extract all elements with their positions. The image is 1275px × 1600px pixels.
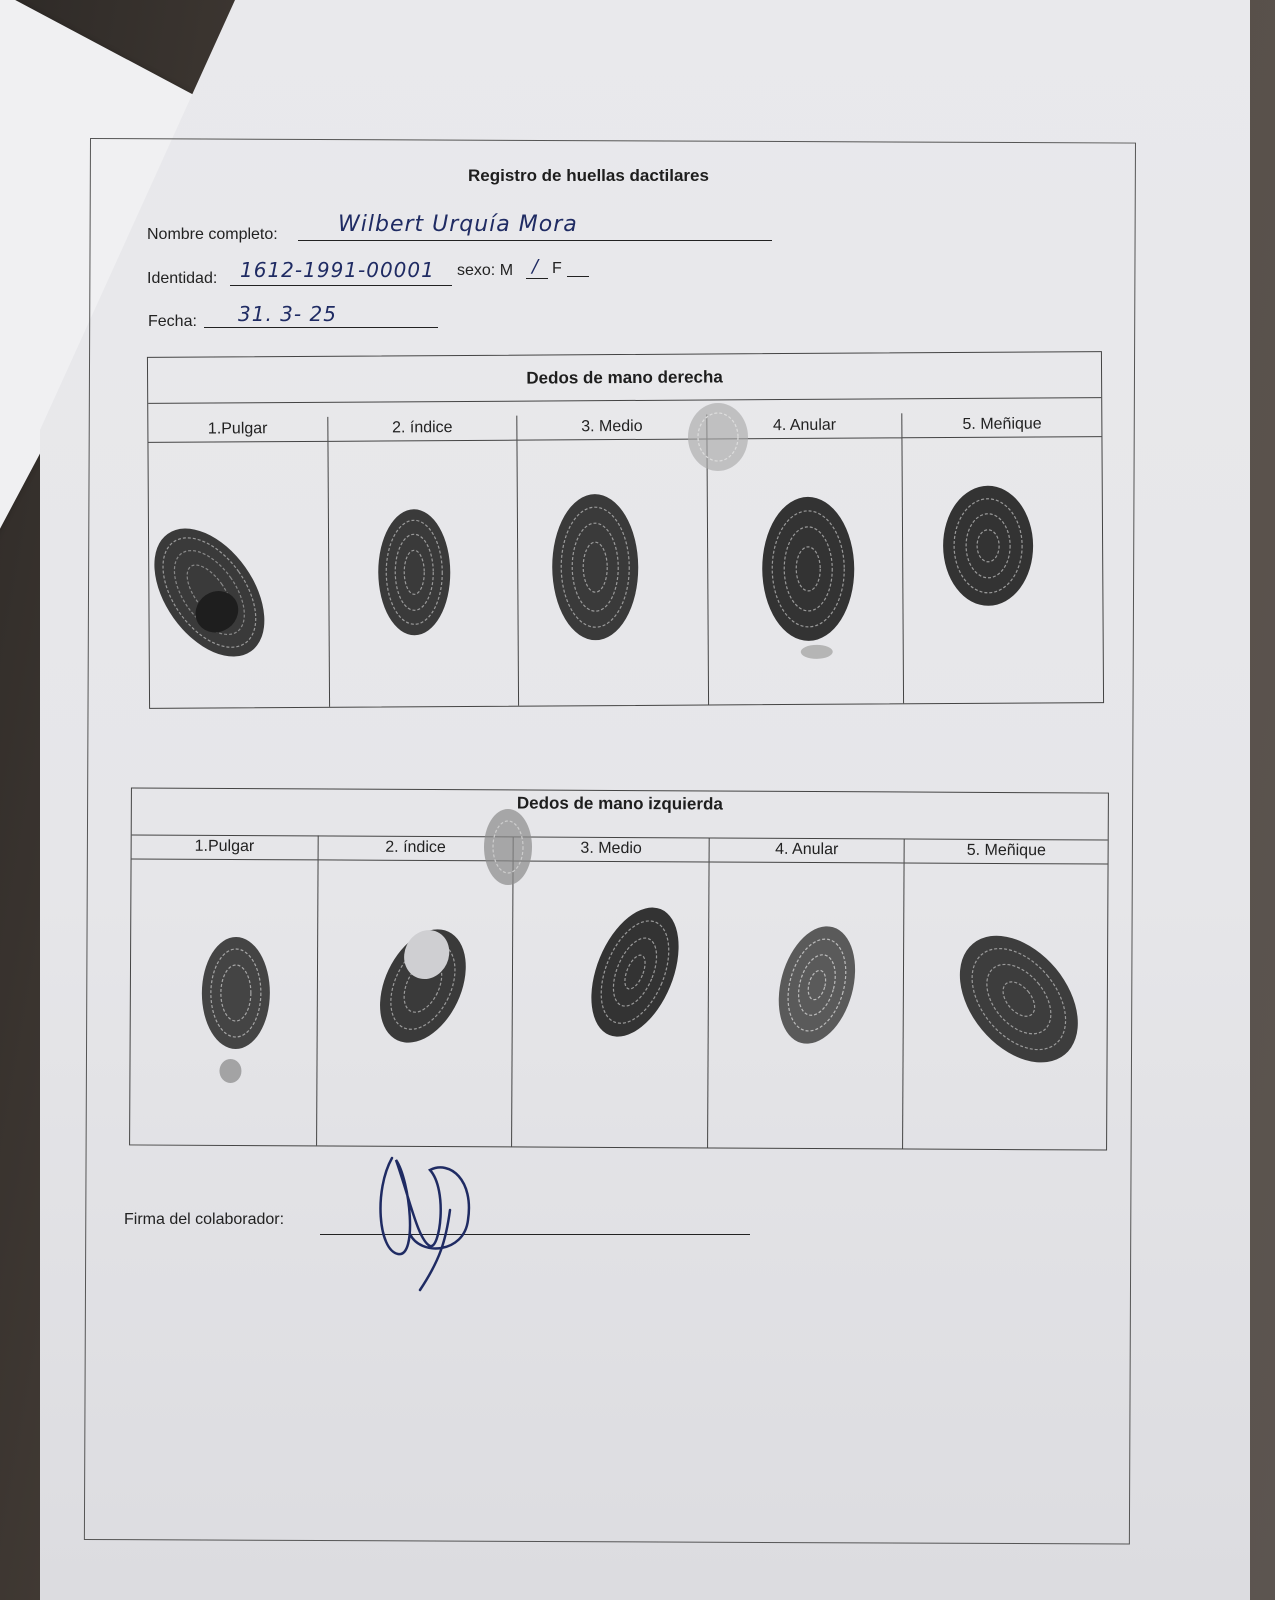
finger-label: 4. Anular — [707, 413, 902, 439]
sexo-f-label: F — [552, 260, 562, 277]
right-col-pulgar[interactable] — [148, 417, 329, 708]
fingerprint-icon — [149, 507, 270, 678]
identidad-value[interactable]: 1612-1991-00001 — [240, 258, 435, 282]
right-col-indice[interactable] — [328, 416, 519, 707]
nombre-line — [298, 240, 772, 241]
smudge-mark — [478, 806, 538, 888]
fecha-line — [204, 327, 438, 328]
fecha-value[interactable]: 31. 3- 25 — [238, 302, 337, 326]
sexo-label: sexo: M — [457, 262, 514, 279]
left-col-menique[interactable] — [903, 838, 1107, 1149]
fingerprint-icon — [548, 490, 644, 646]
nombre-label: Nombre completo: — [147, 226, 278, 243]
finger-label: 3. Medio — [514, 836, 709, 862]
fingerprint-icon — [941, 482, 1037, 613]
right-col-menique[interactable] — [903, 412, 1103, 703]
smudge-mark — [683, 400, 753, 475]
fingerprint-icon — [588, 897, 684, 1047]
fecha-label: Fecha: — [148, 313, 197, 330]
finger-label: 2. índice — [318, 835, 513, 861]
sexo-f-line — [567, 276, 589, 277]
left-hand-table — [129, 787, 1109, 1150]
right-hand-title: Dedos de mano derecha — [148, 352, 1101, 404]
finger-label: 5. Meñique — [905, 838, 1108, 864]
fingerprint-icon — [774, 920, 860, 1050]
right-hand-columns — [148, 412, 1103, 708]
left-col-medio[interactable] — [512, 836, 709, 1147]
sexo-m-line — [526, 278, 548, 279]
form-title: Registro de huellas dactilares — [468, 166, 709, 185]
signature-drawing[interactable] — [370, 1150, 490, 1300]
finger-label: 5. Meñique — [903, 412, 1102, 438]
fingerprint-icon — [949, 924, 1090, 1075]
left-hand-columns — [130, 834, 1108, 1149]
fingerprint-icon — [198, 935, 274, 1095]
finger-label: 2. índice — [328, 416, 517, 442]
left-col-anular[interactable] — [708, 837, 905, 1148]
finger-label: 3. Medio — [518, 415, 707, 441]
fingerprint-icon — [758, 494, 859, 665]
right-col-medio[interactable] — [518, 414, 709, 705]
left-col-pulgar[interactable] — [130, 834, 318, 1145]
signature-label: Firma del colaborador: — [124, 1211, 285, 1228]
right-hand-table — [147, 351, 1104, 709]
finger-label: 4. Anular — [709, 837, 904, 863]
identidad-line — [230, 285, 452, 286]
finger-label: 1.Pulgar — [132, 834, 318, 860]
identidad-label: Identidad: — [147, 270, 218, 287]
fingerprint-icon — [373, 506, 454, 641]
fingerprint-icon — [372, 921, 473, 1052]
left-hand-title: Dedos de mano izquierda — [132, 788, 1108, 840]
nombre-value[interactable]: Wilbert Urquía Mora — [338, 212, 578, 237]
finger-label: 1.Pulgar — [148, 417, 327, 443]
sexo-m-mark[interactable]: / — [532, 256, 540, 277]
